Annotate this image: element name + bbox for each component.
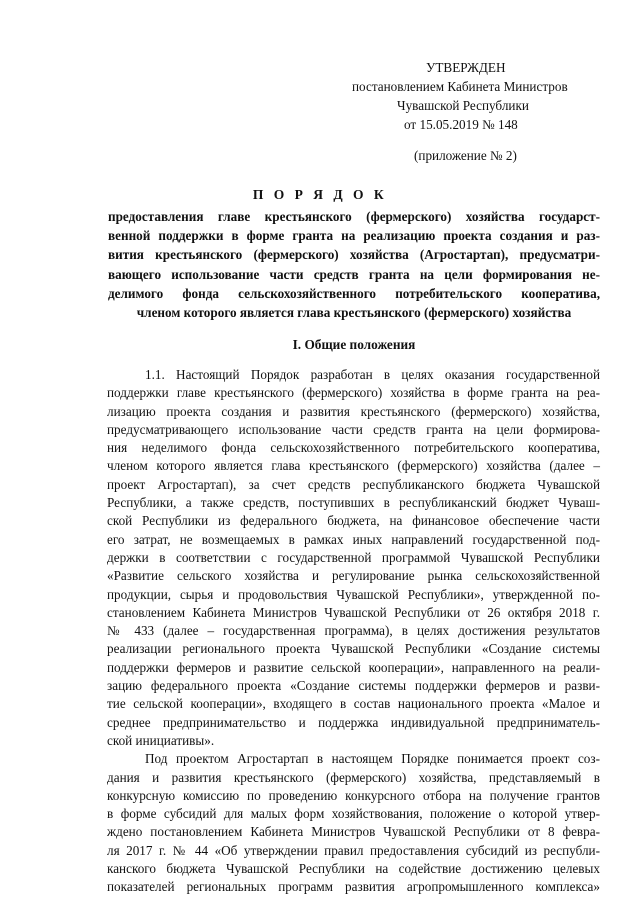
paragraph-line: держки в соответствии с государственной программой Чувашской Республики	[107, 549, 600, 565]
subtitle-line: вающего использование части средств гранта на цели формирования не-	[108, 266, 600, 282]
document-title: П О Р Я Д О К	[252, 187, 388, 202]
paragraph-line: его затрат, не возмещаемых в рамках иных направлений государственной под-	[107, 531, 600, 547]
approval-title: УТВЕРЖДЕН	[426, 60, 506, 75]
paragraph-line: продукции, сырья и продовольствия Чувашской Республики», утвержденной по-	[107, 586, 600, 602]
document-subtitle	[108, 207, 600, 322]
paragraph-line: «Развитие сельского хозяйства и регулирование рынка сельскохозяйственной	[107, 568, 600, 584]
paragraph-line: конкурсную комиссию по проведению конкурсного отбора на получение грантов	[107, 787, 600, 803]
paragraph-line: ждено постановлением Кабинета Министров Чувашской Республики от 8 февра-	[107, 824, 600, 840]
paragraph-line: ния неделимого фонда сельскохозяйственного потребительского кооператива,	[107, 440, 600, 456]
paragraph-line: среднее предпринимательство и поддержка индивидуальной предприниматель-	[107, 714, 600, 730]
paragraph-line: членом которого является глава крестьянского (фермерского) хозяйства (далее –	[107, 458, 600, 474]
paragraph-line: предусматривающего использование части средств гранта на цели формирова-	[107, 421, 600, 437]
subtitle-line: предоставления главе крестьянского (фермерского) хозяйства государст-	[108, 209, 600, 224]
approval-stamp	[352, 58, 602, 165]
paragraph-line: зацию федерального проекта «Создание системы поддержки фермеров и разви-	[107, 678, 600, 694]
paragraph-line: Под проектом Агростартап в настоящем Порядке понимается проект соз-	[145, 751, 600, 767]
paragraph-line: № 433 (далее – государственная программа), в целях достижения результатов	[107, 623, 600, 639]
paragraph-line: канского бюджета Чувашской Республики на содействие достижению целевых	[107, 861, 600, 877]
paragraph-line: в форме субсидий для малых форм хозяйствования, положение о которой утвер-	[107, 806, 600, 822]
paragraph-line: лизацию проекта создания и развития крестьянского (фермерского) хозяйства,	[107, 403, 600, 419]
paragraph-line: проект Агростартап), за счет средств республиканского бюджета Чувашской	[107, 476, 600, 492]
approval-date-number: от 15.05.2019 № 148	[404, 117, 518, 132]
subtitle-line: венной поддержки в форме гранта на реализацию проекта создания и раз-	[108, 228, 600, 244]
paragraph-line: 1.1. Настоящий Порядок разработан в целях оказания государственной	[145, 367, 600, 382]
paragraph-line: поддержки главе крестьянского (фермерского) хозяйства в форме гранта на реа-	[107, 385, 600, 401]
subtitle-line: членом которого является глава крестьянского (фермерского) хозяйства	[136, 304, 572, 320]
subtitle-line: вития крестьянского (фермерского) хозяйства (Агростартап), предусматри-	[108, 247, 600, 263]
paragraph-line: показателей региональных программ развития агропромышленного комплекса»	[107, 879, 600, 895]
subtitle-line: делимого фонда сельскохозяйственного потребительского кооператива,	[108, 285, 600, 301]
section-heading: I. Общие положения	[292, 337, 416, 352]
approval-resolution: постановлением Кабинета Министров	[352, 79, 568, 94]
paragraph-line: тие сельской кооперации», входящего в состав национального проекта «Малое и	[107, 696, 600, 712]
paragraph-line: дания и развития крестьянского (фермерского) хозяйства, представляемый в	[107, 769, 600, 785]
paragraph-line: становлением Кабинета Министров Чувашской Республики от 26 октября 2018 г.	[107, 604, 600, 620]
paragraph-line: ля 2017 г. № 44 «Об утверждении правил предоставления субсидий из республи-	[107, 842, 600, 858]
paragraph-line: поддержки фермеров и развитие сельской кооперации», направленного на реали-	[107, 659, 600, 675]
paragraph-line: ской инициативы».	[107, 732, 215, 748]
appendix-label: (приложение № 2)	[414, 148, 517, 163]
paragraph-line: ской Республики из федерального бюджета, на финансовое обеспечение части	[107, 513, 600, 529]
paragraph-line: Республики, а также средств, поступивших в республиканский бюджет Чуваш-	[107, 495, 600, 511]
paragraph-line: реализации регионального проекта Чувашской Республики «Создание системы	[107, 641, 600, 657]
body-text	[107, 366, 600, 897]
approval-republic: Чувашской Республики	[397, 98, 529, 113]
